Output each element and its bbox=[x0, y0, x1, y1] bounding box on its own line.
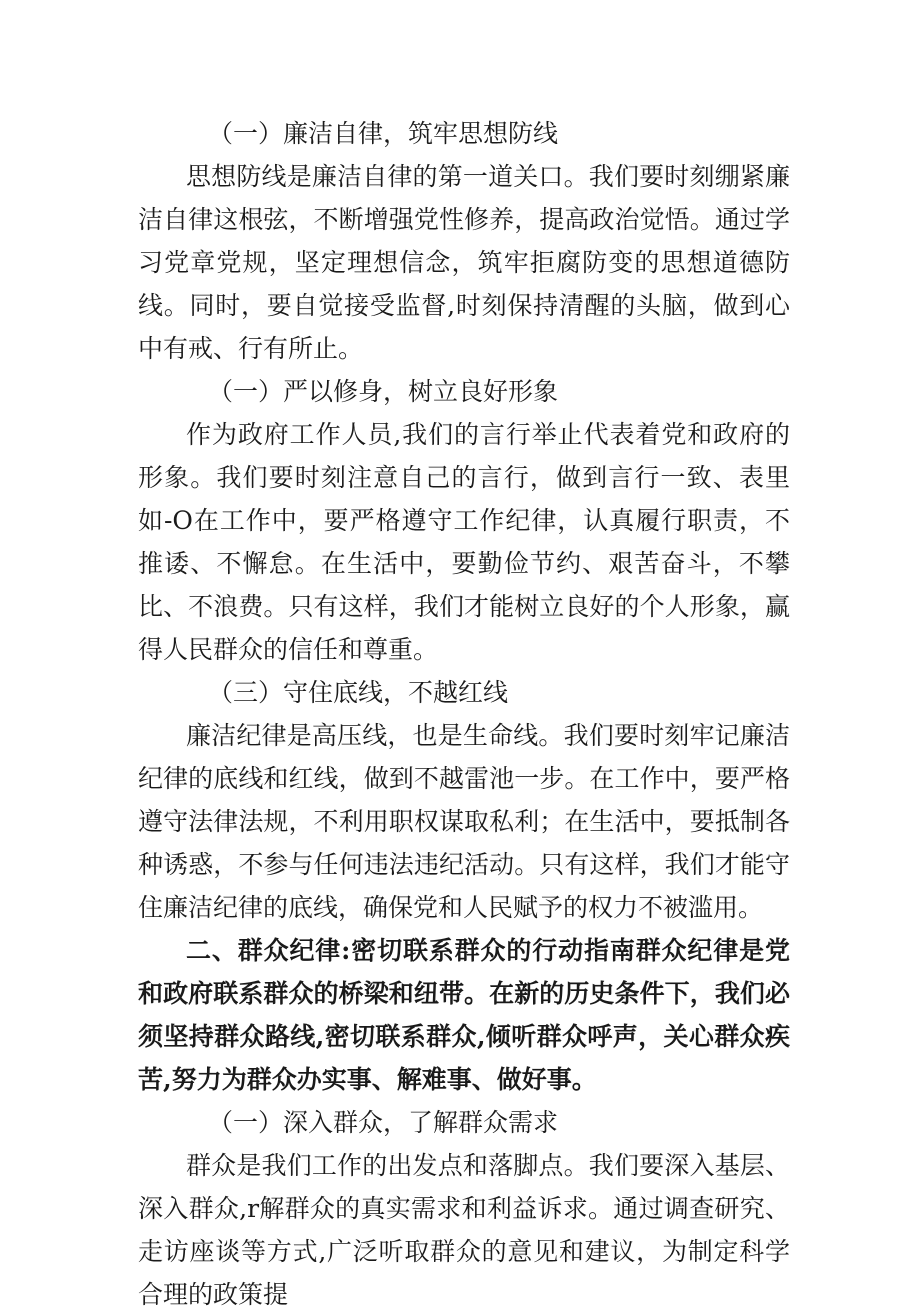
paragraph-red-line: 廉洁纪律是高压线，也是生命线。我们要时刻牢记廉洁纪律的底线和红线，做到不越雷池一步。在工作中，要严格遵守法律法规，不利用职权谋取私利；在生活中，要抵制各种诱惑，不参与任何违法违纪活动。只有这样，我们才能守住廉洁纪律的底线，确保党和人民赋予的权力不被滥用。 bbox=[138, 721, 790, 922]
section-heading-mass-discipline: 二、群众纪律:密切联系群众的行动指南群众纪律是党和政府联系群众的桥梁和纽带。在新的历史条件下，我们必须坚持群众路线,密切联系群众,倾听群众呼声，关心群众疾苦,努力为群众办实事、解难事、做好事。 bbox=[138, 936, 790, 1094]
section-heading-go-among-masses: （一）深入群众，了解群众需求 bbox=[208, 1108, 559, 1137]
section-heading-bottom-line: （三）守住底线，不越红线 bbox=[208, 678, 509, 707]
section-heading-integrity: （一）廉洁自律，筑牢思想防线 bbox=[208, 119, 559, 148]
paragraph-masses-needs: 群众是我们工作的出发点和落脚点。我们要深入基层、深入群众,r解群众的真实需求和利益诉求。通过调查研究、走访座谈等方式,广泛听取群众的意见和建议，为制定科学合理的政策提 bbox=[138, 1151, 790, 1309]
paragraph-good-image: 作为政府工作人员,我们的言行举止代表着党和政府的形象。我们要时刻注意自己的言行，做到言行一致、表里如-O在工作中，要严格遵守工作纪律，认真履行职责，不推诿、不懈怠。在生活中，要勤俭节约、艰苦奋斗，不攀比、不浪费。只有这样，我们才能树立良好的个人形象，赢得人民群众的信任和尊重。 bbox=[138, 420, 790, 664]
paragraph-ideological-defense: 思想防线是廉洁自律的第一道关口。我们要时刻绷紧廉洁自律这根弦，不断增强党性修养，提高政治觉悟。通过学习党章党规，坚定理想信念，筑牢拒腐防变的思想道德防线。同时，要自觉接受监督,时刻保持清醒的头脑，做到心中有戒、行有所止。 bbox=[138, 162, 790, 363]
section-heading-self-cultivation: （一）严以修身，树立良好形象 bbox=[208, 377, 559, 406]
document-body bbox=[138, 112, 790, 1316]
